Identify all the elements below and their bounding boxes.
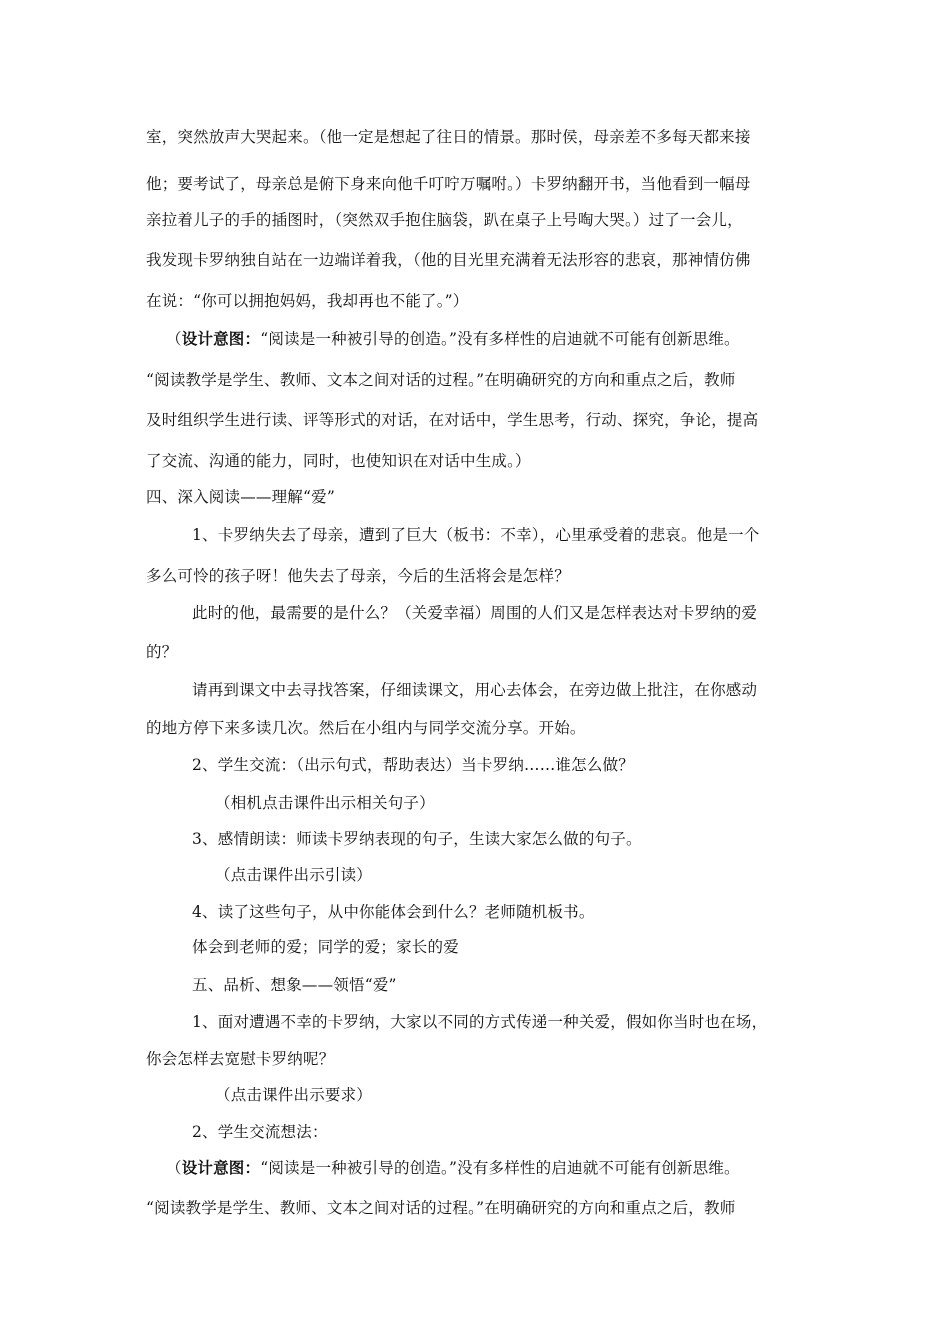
section-heading: 五、品析、想象——领悟“爱” (192, 976, 397, 994)
paragraph-line: 此时的他，最需要的是什么？（关爱幸福）周围的人们又是怎样表达对卡罗纳的爱 (192, 604, 758, 622)
paragraph-line: 请再到课文中去寻找答案，仔细读课文，用心去体会，在旁边做上批注，在你感动 (192, 681, 758, 699)
paragraph-line: 你会怎样去宽慰卡罗纳呢？ (146, 1050, 335, 1068)
paragraph-line: 2、学生交流想法： (192, 1123, 328, 1141)
paragraph-line: 1、卡罗纳失去了母亲，遭到了巨大（板书：不幸），心里承受着的悲哀。他是一个 (192, 526, 760, 544)
paragraph-line: 4、读了这些句子，从中你能体会到什么？老师随机板书。 (192, 903, 595, 921)
paragraph-line: 及时组织学生进行读、评等形式的对话，在对话中，学生思考，行动、探究，争论，提高 (146, 411, 759, 429)
paragraph-line: 了交流、沟通的能力，同时，也使知识在对话中生成。） (146, 452, 531, 470)
paragraph-line: 多么可怜的孩子呀！他失去了母亲，今后的生活将会是怎样？ (146, 567, 570, 585)
paragraph-line: 室，突然放声大哭起来。（他一定是想起了往日的情景。那时侯，母亲差不多每天都来接 (146, 128, 751, 146)
paragraph-line: 1、面对遭遇不幸的卡罗纳，大家以不同的方式传递一种关爱，假如你当时也在场， (192, 1013, 768, 1031)
paragraph-line: （相机点击课件出示相关句子） (215, 794, 435, 812)
open-paren: （ (166, 330, 182, 348)
design-intent-label: 设计意图： (181, 329, 261, 348)
paragraph-line: （点击课件出示要求） (215, 1086, 373, 1104)
paragraph-line: 他；要考试了，母亲总是俯下身来向他千叮咛万嘱咐。）卡罗纳翻开书，当他看到一幅母 (146, 175, 751, 193)
paragraph-line: 的地方停下来多读几次。然后在小组内与同学交流分享。开始。 (146, 719, 586, 737)
open-paren: （ (166, 1159, 182, 1177)
paragraph-line: “阅读教学是学生、教师、文本之间对话的过程。”在明确研究的方向和重点之后，教师 (146, 1199, 736, 1217)
design-intent-label: 设计意图： (181, 1158, 261, 1177)
section-heading: 四、深入阅读——理解“爱” (146, 488, 335, 506)
paragraph-line: 我发现卡罗纳独自站在一边端详着我，（他的目光里充满着无法形容的悲哀，那神情仿佛 (146, 251, 751, 269)
paragraph-line: （点击课件出示引读） (215, 866, 373, 884)
paragraph-line: 2、学生交流：（出示句式，帮助表达）当卡罗纳……谁怎么做？ (192, 756, 634, 774)
design-intent-text: “阅读是一种被引导的创造。”没有多样性的启迪就不可能有创新思维。 (260, 330, 740, 348)
paragraph-line: 3、感情朗读：师读卡罗纳表现的句子，生读大家怎么做的句子。 (192, 830, 642, 848)
paragraph-line: 体会到老师的爱；同学的爱；家长的爱 (192, 938, 459, 956)
design-intent-line (166, 1158, 740, 1178)
paragraph-line: 的？ (146, 643, 178, 661)
design-intent-line (166, 329, 740, 349)
paragraph-line: 在说：“你可以拥抱妈妈，我却再也不能了。”） (146, 292, 469, 310)
paragraph-line: 亲拉着儿子的手的插图时，（突然双手抱住脑袋，趴在桌子上号啕大哭。）过了一会儿， (146, 211, 743, 229)
paragraph-line: “阅读教学是学生、教师、文本之间对话的过程。”在明确研究的方向和重点之后，教师 (146, 371, 736, 389)
design-intent-text: “阅读是一种被引导的创造。”没有多样性的启迪就不可能有创新思维。 (260, 1159, 740, 1177)
